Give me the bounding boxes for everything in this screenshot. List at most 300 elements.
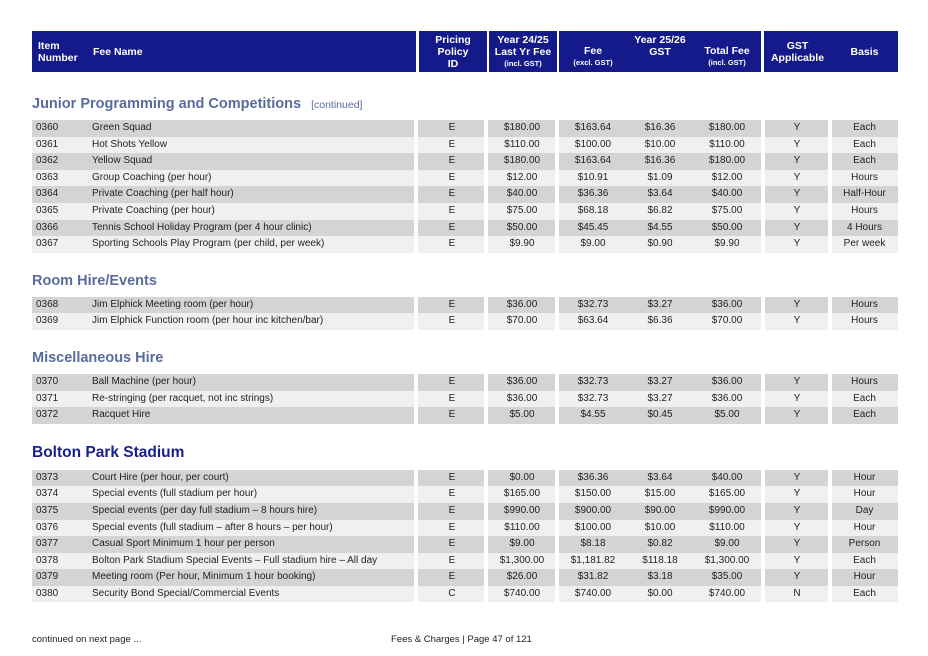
cell-fee-name: Special events (full stadium per hour) <box>92 488 258 500</box>
column-divider <box>484 470 488 487</box>
cell-last-yr-fee: $26.00 <box>506 571 538 583</box>
cell-total-fee: $110.00 <box>709 138 745 150</box>
cell-fee-name: Special events (per day full stadium – 8 hours hire) <box>92 504 318 516</box>
column-divider <box>484 486 488 503</box>
column-divider <box>414 586 418 603</box>
header-last-yr-fee <box>489 31 557 72</box>
cell-fee-excl-gst: $4.55 <box>580 409 606 421</box>
cell-gst-applicable: Y <box>793 471 801 483</box>
cell-fee-excl-gst: $32.73 <box>577 298 609 310</box>
cell-fee-excl-gst: $45.45 <box>577 221 609 233</box>
cell-fee-excl-gst: $36.36 <box>577 188 609 200</box>
header-fee <box>559 31 627 72</box>
cell-fee-name: Jim Elphick Meeting room (per hour) <box>92 298 254 310</box>
cell-fee-excl-gst: $68.18 <box>577 204 609 216</box>
table-row <box>32 186 898 203</box>
cell-item-number: 0365 <box>36 204 59 216</box>
cell-item-number: 0375 <box>36 504 59 516</box>
cell-total-fee: $180.00 <box>708 155 746 167</box>
column-divider <box>414 153 418 170</box>
column-divider <box>761 313 765 330</box>
column-divider <box>828 407 832 424</box>
cell-basis: Each <box>853 155 876 167</box>
table-row <box>32 313 898 330</box>
cell-basis: Each <box>853 392 876 404</box>
cell-pricing-policy: E <box>448 171 456 183</box>
cell-gst: $118.18 <box>642 554 678 566</box>
column-divider <box>761 153 765 170</box>
column-divider <box>828 203 832 220</box>
cell-gst-applicable: Y <box>793 221 801 233</box>
cell-fee-name: Private Coaching (per hour) <box>92 204 215 216</box>
column-divider <box>761 170 765 187</box>
cell-fee-name: Court Hire (per hour, per court) <box>92 471 229 483</box>
cell-pricing-policy: C <box>448 587 456 599</box>
column-divider <box>555 313 559 330</box>
cell-last-yr-fee: $180.00 <box>503 155 541 167</box>
column-divider <box>484 391 488 408</box>
column-divider <box>414 470 418 487</box>
column-divider <box>484 297 488 314</box>
column-divider <box>484 153 488 170</box>
cell-gst-applicable: N <box>793 587 801 599</box>
cell-pricing-policy: E <box>448 488 456 500</box>
cell-fee-name: Hot Shots Yellow <box>92 138 168 150</box>
table-row <box>32 569 898 586</box>
cell-total-fee: $35.00 <box>711 571 743 583</box>
section-title <box>32 271 898 291</box>
column-divider <box>828 313 832 330</box>
cell-fee-name: Ball Machine (per hour) <box>92 375 196 387</box>
cell-fee-excl-gst: $8.18 <box>580 538 606 550</box>
cell-fee-excl-gst: $163.64 <box>574 155 612 167</box>
cell-item-number: 0373 <box>36 471 59 483</box>
column-divider <box>761 569 765 586</box>
column-divider <box>828 503 832 520</box>
header-incl-gst2: (incl. GST) <box>708 57 746 67</box>
column-divider <box>484 137 488 154</box>
cell-last-yr-fee: $50.00 <box>506 221 538 233</box>
column-divider <box>484 407 488 424</box>
column-divider <box>828 553 832 570</box>
column-divider <box>761 536 765 553</box>
table-row <box>32 520 898 537</box>
cell-total-fee: $5.00 <box>714 409 740 421</box>
cell-pricing-policy: E <box>448 409 456 421</box>
cell-gst-applicable: Y <box>793 488 801 500</box>
column-divider <box>484 186 488 203</box>
table-row <box>32 391 898 408</box>
column-divider <box>555 391 559 408</box>
column-divider <box>414 407 418 424</box>
column-divider <box>761 236 765 253</box>
cell-fee-excl-gst: $63.64 <box>577 315 609 327</box>
cell-total-fee: $9.00 <box>714 538 740 550</box>
cell-gst-applicable: Y <box>793 298 801 310</box>
cell-gst-applicable: Y <box>793 375 801 387</box>
cell-gst: $16.36 <box>644 155 676 167</box>
cell-item-number: 0363 <box>36 171 59 183</box>
column-divider <box>828 536 832 553</box>
cell-gst: $3.64 <box>647 471 673 483</box>
cell-fee-name: Private Coaching (per half hour) <box>92 188 234 200</box>
column-divider <box>555 470 559 487</box>
header-total-fee-label: Total Fee <box>704 44 750 57</box>
column-divider <box>484 203 488 220</box>
cell-gst-applicable: Y <box>793 392 801 404</box>
column-divider <box>828 486 832 503</box>
header-pricing-policy <box>419 31 487 72</box>
column-divider <box>484 120 488 137</box>
table-row <box>32 137 898 154</box>
cell-item-number: 0377 <box>36 538 59 550</box>
header-year-prev: Year 24/25 <box>497 33 549 46</box>
column-divider <box>414 391 418 408</box>
cell-last-yr-fee: $9.90 <box>509 238 535 250</box>
cell-fee-excl-gst: $31.82 <box>577 571 609 583</box>
cell-fee-excl-gst: $32.73 <box>577 392 609 404</box>
column-divider <box>828 391 832 408</box>
column-divider <box>414 236 418 253</box>
cell-gst: $3.18 <box>647 571 673 583</box>
cell-basis: Hours <box>851 375 878 387</box>
cell-last-yr-fee: $36.00 <box>506 392 538 404</box>
cell-pricing-policy: E <box>448 155 456 167</box>
column-divider <box>414 569 418 586</box>
header-basis <box>831 31 898 72</box>
cell-item-number: 0372 <box>36 409 59 421</box>
cell-gst: $3.27 <box>647 392 673 404</box>
column-divider <box>828 374 832 391</box>
cell-total-fee: $165.00 <box>708 488 746 500</box>
cell-fee-excl-gst: $740.00 <box>574 587 612 599</box>
section <box>32 94 898 253</box>
header-fee-name <box>87 31 416 72</box>
cell-fee-name: Group Coaching (per hour) <box>92 171 212 183</box>
section <box>32 271 898 330</box>
table-row <box>32 553 898 570</box>
cell-last-yr-fee: $36.00 <box>506 375 538 387</box>
cell-total-fee: $40.00 <box>711 471 743 483</box>
cell-total-fee: $12.00 <box>711 171 743 183</box>
column-divider <box>761 203 765 220</box>
column-divider <box>761 520 765 537</box>
cell-total-fee: $75.00 <box>711 204 743 216</box>
cell-basis: Hours <box>851 204 878 216</box>
column-divider <box>484 236 488 253</box>
cell-fee-excl-gst: $150.00 <box>574 488 612 500</box>
cell-item-number: 0369 <box>36 315 59 327</box>
cell-fee-excl-gst: $1,181.82 <box>570 554 616 566</box>
cell-basis: Hours <box>851 298 878 310</box>
column-divider <box>484 374 488 391</box>
cell-basis: Person <box>848 538 881 550</box>
cell-gst: $15.00 <box>644 488 676 500</box>
cell-total-fee: $36.00 <box>711 392 743 404</box>
cell-gst: $0.90 <box>647 238 673 250</box>
column-divider <box>414 203 418 220</box>
header-gst-applicable-label: GST Applicable <box>770 39 825 64</box>
column-divider <box>484 220 488 237</box>
column-divider <box>484 586 488 603</box>
cell-fee-excl-gst: $100.00 <box>574 138 612 150</box>
column-divider <box>414 170 418 187</box>
cell-basis: Hour <box>853 488 876 500</box>
table-row <box>32 153 898 170</box>
cell-fee-name: Meeting room (Per hour, Minimum 1 hour booking) <box>92 571 316 583</box>
cell-item-number: 0367 <box>36 238 59 250</box>
column-divider <box>484 536 488 553</box>
cell-last-yr-fee: $110.00 <box>504 138 540 150</box>
cell-item-number: 0376 <box>36 521 59 533</box>
column-divider <box>555 407 559 424</box>
cell-last-yr-fee: $165.00 <box>503 488 541 500</box>
cell-gst: $0.82 <box>647 538 673 550</box>
cell-gst: $3.27 <box>647 375 673 387</box>
cell-pricing-policy: E <box>448 298 456 310</box>
column-divider <box>555 553 559 570</box>
cell-last-yr-fee: $0.00 <box>509 471 535 483</box>
column-divider <box>555 170 559 187</box>
column-divider <box>484 170 488 187</box>
cell-basis: Per week <box>843 238 886 250</box>
cell-item-number: 0379 <box>36 571 59 583</box>
cell-last-yr-fee: $70.00 <box>506 315 538 327</box>
table-row <box>32 220 898 237</box>
column-divider <box>555 586 559 603</box>
cell-gst-applicable: Y <box>793 521 801 533</box>
fee-sections <box>32 94 898 602</box>
cell-gst-applicable: Y <box>793 238 801 250</box>
column-divider <box>761 503 765 520</box>
cell-gst-applicable: Y <box>793 409 801 421</box>
cell-last-yr-fee: $5.00 <box>509 409 535 421</box>
column-divider <box>761 586 765 603</box>
cell-basis: Hours <box>851 171 878 183</box>
column-divider <box>555 120 559 137</box>
table-row <box>32 503 898 520</box>
column-divider <box>761 391 765 408</box>
column-divider <box>555 503 559 520</box>
table-row <box>32 120 898 137</box>
cell-pricing-policy: E <box>448 471 456 483</box>
column-divider <box>828 236 832 253</box>
column-divider <box>555 236 559 253</box>
cell-total-fee: $36.00 <box>711 375 743 387</box>
cell-gst-applicable: Y <box>793 571 801 583</box>
column-divider <box>828 220 832 237</box>
cell-fee-name: Bolton Park Stadium Special Events – Full stadium hire – All day <box>92 554 378 566</box>
cell-fee-name: Racquet Hire <box>92 409 151 421</box>
column-divider <box>828 586 832 603</box>
header-item-number-label: Item Number <box>38 39 78 64</box>
cell-total-fee: $70.00 <box>711 315 743 327</box>
table-row <box>32 297 898 314</box>
cell-gst: $10.00 <box>644 521 676 533</box>
cell-gst-applicable: Y <box>793 538 801 550</box>
cell-gst-applicable: Y <box>793 155 801 167</box>
column-divider <box>414 486 418 503</box>
cell-gst: $6.82 <box>647 204 673 216</box>
column-divider <box>761 486 765 503</box>
section <box>32 443 898 603</box>
cell-item-number: 0371 <box>36 392 59 404</box>
section-title <box>32 94 898 114</box>
column-divider <box>484 313 488 330</box>
cell-item-number: 0360 <box>36 122 59 133</box>
cell-last-yr-fee: $110.00 <box>504 521 540 533</box>
cell-gst-applicable: Y <box>793 122 801 133</box>
header-item-number <box>32 31 87 72</box>
column-divider <box>761 120 765 137</box>
cell-basis: Hour <box>853 471 876 483</box>
header-basis-label: Basis <box>850 45 879 58</box>
cell-gst-applicable: Y <box>793 188 801 200</box>
table-row <box>32 407 898 424</box>
cell-last-yr-fee: $1,300.00 <box>499 554 545 566</box>
cell-gst-applicable: Y <box>793 204 801 216</box>
header-excl-gst: (excl. GST) <box>573 57 613 67</box>
section-title-text: Room Hire/Events <box>32 272 157 289</box>
cell-pricing-policy: E <box>448 521 456 533</box>
cell-total-fee: $50.00 <box>711 221 743 233</box>
column-divider <box>761 407 765 424</box>
cell-pricing-policy: E <box>448 315 456 327</box>
table-row <box>32 536 898 553</box>
cell-basis: Each <box>853 587 876 599</box>
column-divider <box>828 297 832 314</box>
footer-continued: continued on next page ... <box>32 634 142 645</box>
column-divider <box>555 569 559 586</box>
column-divider <box>484 503 488 520</box>
section-continued-label: [continued] <box>311 99 363 111</box>
cell-gst-applicable: Y <box>793 171 801 183</box>
column-divider <box>555 520 559 537</box>
column-divider <box>555 186 559 203</box>
cell-gst: $3.27 <box>647 298 673 310</box>
column-divider <box>414 313 418 330</box>
column-divider <box>828 569 832 586</box>
column-divider <box>414 536 418 553</box>
column-divider <box>414 297 418 314</box>
column-divider <box>828 520 832 537</box>
cell-fee-excl-gst: $100.00 <box>574 521 612 533</box>
column-divider <box>484 553 488 570</box>
cell-pricing-policy: E <box>448 221 456 233</box>
cell-gst: $4.55 <box>647 221 673 233</box>
column-divider <box>761 220 765 237</box>
cell-basis: Each <box>853 122 876 133</box>
column-divider <box>828 153 832 170</box>
cell-last-yr-fee: $990.00 <box>503 504 541 516</box>
column-divider <box>555 203 559 220</box>
cell-fee-name: Green Squad <box>92 122 152 133</box>
column-divider <box>414 220 418 237</box>
table-header <box>32 31 898 72</box>
cell-fee-excl-gst: $36.36 <box>577 471 609 483</box>
cell-item-number: 0366 <box>36 221 59 233</box>
cell-pricing-policy: E <box>448 238 456 250</box>
footer-page-info: Fees & Charges | Page 47 of 121 <box>391 634 532 645</box>
table-row <box>32 374 898 391</box>
fees-table-page <box>32 31 898 602</box>
cell-gst: $0.00 <box>647 587 673 599</box>
cell-total-fee: $110.00 <box>709 521 745 533</box>
column-divider <box>484 520 488 537</box>
cell-item-number: 0380 <box>36 587 59 599</box>
section-title-text: Miscellaneous Hire <box>32 349 164 366</box>
column-divider <box>761 186 765 203</box>
cell-item-number: 0378 <box>36 554 59 566</box>
column-divider <box>555 536 559 553</box>
cell-pricing-policy: E <box>448 392 456 404</box>
cell-basis: Hours <box>851 315 878 327</box>
column-divider <box>414 120 418 137</box>
table-row <box>32 586 898 603</box>
column-divider <box>555 153 559 170</box>
cell-pricing-policy: E <box>448 188 456 200</box>
cell-total-fee: $36.00 <box>711 298 743 310</box>
cell-last-yr-fee: $12.00 <box>506 171 538 183</box>
cell-basis: Each <box>853 554 876 566</box>
column-divider <box>414 520 418 537</box>
header-gst-label: GST <box>649 45 671 58</box>
cell-pricing-policy: E <box>448 571 456 583</box>
cell-item-number: 0370 <box>36 375 59 387</box>
section-title-text: Bolton Park Stadium <box>32 443 185 461</box>
section <box>32 348 898 424</box>
column-divider <box>555 486 559 503</box>
cell-last-yr-fee: $9.00 <box>509 538 535 550</box>
header-gst <box>626 31 694 72</box>
cell-fee-excl-gst: $163.64 <box>574 122 612 133</box>
cell-item-number: 0368 <box>36 298 59 310</box>
column-divider <box>555 374 559 391</box>
column-divider <box>484 569 488 586</box>
cell-gst: $3.64 <box>647 188 673 200</box>
cell-gst-applicable: Y <box>793 315 801 327</box>
cell-pricing-policy: E <box>448 375 456 387</box>
cell-total-fee: $40.00 <box>711 188 743 200</box>
cell-total-fee: $9.90 <box>714 238 740 250</box>
cell-fee-name: Security Bond Special/Commercial Events <box>92 587 280 599</box>
column-divider <box>761 137 765 154</box>
cell-fee-name: Special events (full stadium – after 8 hours – per hour) <box>92 521 333 533</box>
column-divider <box>828 137 832 154</box>
cell-basis: Each <box>853 138 876 150</box>
cell-fee-excl-gst: $10.91 <box>577 171 609 183</box>
header-gst-applicable <box>764 31 831 72</box>
cell-last-yr-fee: $75.00 <box>506 204 538 216</box>
column-divider <box>761 470 765 487</box>
column-divider <box>761 374 765 391</box>
table-row <box>32 236 898 253</box>
column-divider <box>414 503 418 520</box>
header-incl-gst: (incl. GST) <box>504 58 542 68</box>
column-divider <box>414 186 418 203</box>
cell-basis: Hour <box>853 571 876 583</box>
cell-gst-applicable: Y <box>793 138 801 150</box>
cell-fee-name: Re-stringing (per racquet, not inc strings) <box>92 392 274 404</box>
cell-basis: Hour <box>853 521 876 533</box>
cell-last-yr-fee: $40.00 <box>506 188 538 200</box>
table-row <box>32 170 898 187</box>
cell-pricing-policy: E <box>448 138 456 150</box>
cell-gst: $10.00 <box>644 138 676 150</box>
cell-last-yr-fee: $740.00 <box>503 587 541 599</box>
cell-fee-name: Casual Sport Minimum 1 hour per person <box>92 538 275 550</box>
cell-fee-excl-gst: $9.00 <box>580 238 606 250</box>
